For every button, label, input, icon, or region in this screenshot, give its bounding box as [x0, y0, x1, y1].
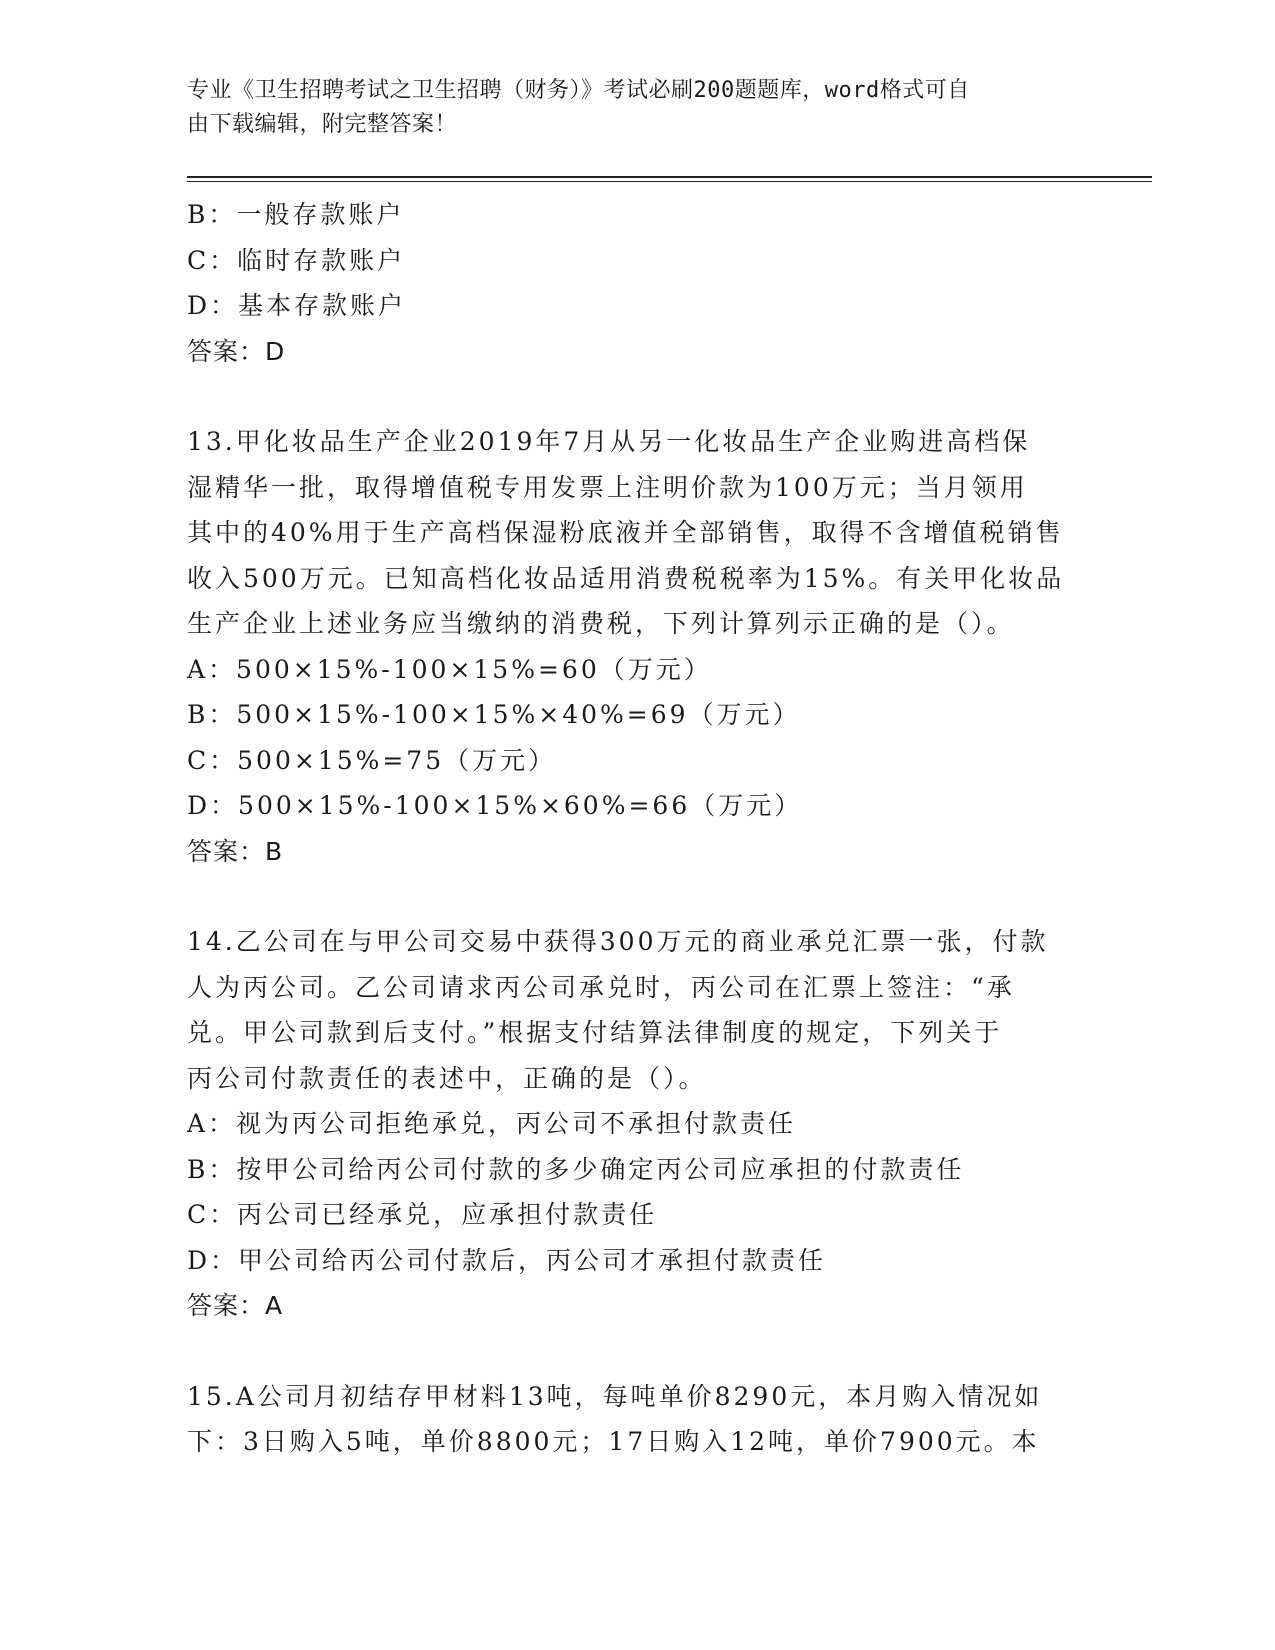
answer: 答案：B — [187, 836, 284, 866]
question-13 — [187, 419, 1087, 874]
answer: 答案：A — [187, 1291, 284, 1320]
previous-question — [187, 192, 1087, 374]
question-text-line: 13.甲化妆品生产企业2019年7月从另一化妆品生产企业购进高档保 — [187, 427, 1031, 456]
question-text-line: 丙公司付款责任的表述中，正确的是（）。 — [187, 1063, 707, 1093]
option-b: B：500×15%-100×15%×40%=69（万元） — [187, 700, 801, 729]
option-c: C：丙公司已经承兑，应承担付款责任 — [187, 1200, 658, 1229]
question-text-line: 生产企业上述业务应当缴纳的消费税，下列计算列示正确的是（）。 — [187, 609, 1015, 638]
question-text-line: 其中的40%用于生产高档保湿粉底液并全部销售，取得不含增值税销售 — [187, 518, 1064, 547]
header-divider-thin — [187, 181, 1152, 182]
question-text-line: 收入500万元。已知高档化妆品适用消费税税率为15%。有关甲化妆品 — [187, 563, 1065, 593]
question-15 — [187, 1374, 1087, 1465]
question-text-line: 兑。甲公司款到后支付。”根据支付结算法律制度的规定，下列关于 — [187, 1018, 1003, 1047]
header-line: 由下载编辑，附完整答案！ — [187, 112, 458, 137]
option-d: D：500×15%-100×15%×60%=66（万元） — [187, 791, 803, 820]
option-c: C：500×15%=75（万元） — [187, 745, 557, 775]
question-text-line: 14.乙公司在与甲公司交易中获得300万元的商业承兑汇票一张，付款 — [187, 927, 1049, 956]
question-text-line: 湿精华一批，取得增值税专用发票上注明价款为100万元；当月领用 — [187, 472, 1028, 502]
option-d: D：基本存款账户 — [187, 291, 407, 320]
answer: 答案：D — [187, 336, 286, 366]
header-line: 专业《卫生招聘考试之卫生招聘（财务）》考试必刷200题题库，word格式可自 — [187, 78, 970, 103]
question-text-line: 15.A公司月初结存甲材料13吨，每吨单价8290元，本月购入情况如 — [187, 1381, 1043, 1411]
document-body — [187, 192, 1087, 1465]
document-header — [187, 74, 1067, 142]
option-c: C：临时存款账户 — [187, 245, 406, 275]
option-b: B：按甲公司给丙公司付款的多少确定丙公司应承担的付款责任 — [187, 1154, 965, 1184]
option-d: D：甲公司给丙公司付款后，丙公司才承担付款责任 — [187, 1245, 827, 1275]
question-14 — [187, 919, 1087, 1329]
question-text-line: 下：3日购入5吨，单价8800元；17日购入12吨，单价7900元。本 — [187, 1427, 1040, 1456]
option-a: A：500×15%-100×15%=60（万元） — [187, 654, 712, 684]
option-a: A：视为丙公司拒绝承兑，丙公司不承担付款责任 — [187, 1109, 797, 1138]
question-text-line: 人为丙公司。乙公司请求丙公司承兑时，丙公司在汇票上签注：“承 — [187, 972, 1015, 1002]
option-b: B：一般存款账户 — [187, 200, 405, 229]
header-divider — [187, 176, 1152, 178]
